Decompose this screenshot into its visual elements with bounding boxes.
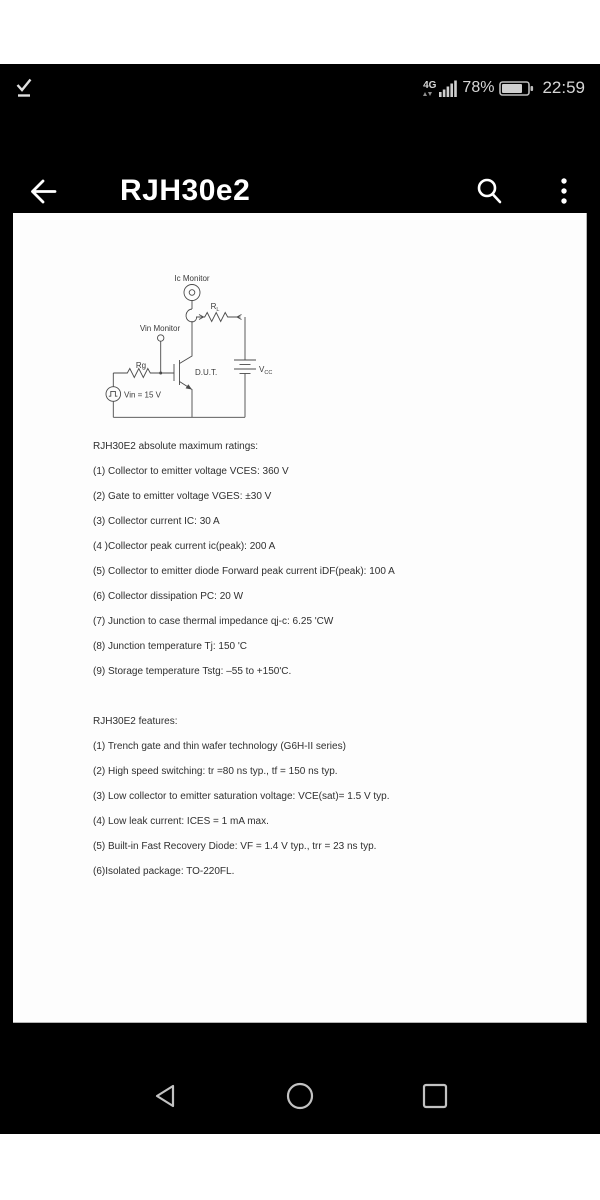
test-circuit-diagram (100, 262, 285, 424)
signal-strength-icon (439, 80, 457, 97)
vcc-label: $V_{CC}$ (259, 365, 273, 376)
page-title: RJH30e2 (120, 174, 251, 207)
battery-percent-label: 78% (462, 79, 495, 96)
emitter-arrow (186, 384, 192, 389)
dut-label: D.U.T. (195, 368, 218, 377)
nav-home-button[interactable] (286, 1082, 314, 1110)
vin-source-label: Vin = 15 V (124, 390, 161, 400)
rg-label: Rg (135, 361, 147, 370)
ratings-section (93, 434, 395, 684)
features-item: (1) Trench gate and thin wafer technology (G6H-II series) (93, 741, 346, 752)
ratings-item: (9) Storage temperature Tstg: –55 to +150'C. (93, 666, 292, 677)
ratings-title: RJH30E2 absolute maximum ratings: (93, 441, 259, 452)
pulse-source-symbol (106, 387, 121, 402)
back-arrow-icon (27, 176, 57, 206)
ratings-item: (4 )Collector peak current ic(peak): 200 A (93, 541, 276, 552)
features-title: RJH30E2 features: (93, 716, 178, 727)
ammeter-symbol (184, 285, 200, 301)
nav-recents-icon (422, 1082, 448, 1110)
document-text (93, 434, 395, 884)
clock-label: 22:59 (542, 78, 585, 97)
features-item: (2) High speed switching: tr =80 ns typ., tf = 150 ns typ. (93, 766, 338, 777)
ratings-item: (1) Collector to emitter voltage VCES: 360 V (93, 466, 289, 477)
battery-icon (499, 80, 534, 97)
ratings-item: (3) Collector current IC: 30 A (93, 516, 220, 527)
status-indicators (423, 78, 585, 98)
features-item: (6)Isolated package: TO-220FL. (93, 866, 235, 877)
nav-back-button[interactable] (152, 1082, 178, 1110)
ratings-item: (7) Junction to case thermal impedance qj-c: 6.25 'CW (93, 616, 334, 627)
network-type-label: 4G (423, 79, 437, 91)
ratings-item: (6) Collector dissipation PC: 20 W (93, 591, 244, 602)
nav-recents-button[interactable] (422, 1082, 448, 1110)
overflow-menu-button[interactable] (556, 176, 572, 206)
search-button[interactable] (474, 176, 504, 206)
ratings-item: (5) Collector to emitter diode Forward peak current iDF(peak): 100 A (93, 566, 395, 577)
features-item: (4) Low leak current: ICES = 1 mA max. (93, 816, 269, 827)
network-activity-arrows-icon (423, 92, 432, 96)
current-probe-loop (186, 309, 197, 322)
ic-monitor-label: Ic Monitor (174, 274, 210, 283)
ratings-item: (8) Junction temperature Tj: 150 'C (93, 641, 248, 652)
search-icon (474, 176, 504, 206)
document-page[interactable] (13, 213, 587, 1023)
nav-back-icon (152, 1082, 178, 1110)
status-bar (0, 64, 600, 112)
features-section (93, 709, 395, 884)
bottom-nav-bar (0, 1040, 600, 1134)
vin-monitor-terminal (158, 335, 164, 341)
phone-screen (0, 64, 600, 1134)
back-button[interactable] (27, 176, 57, 206)
download-complete-icon (15, 77, 33, 99)
features-item: (3) Low collector to emitter saturation voltage: VCE(sat)= 1.5 V typ. (93, 791, 390, 802)
network-type-indicator (423, 81, 436, 96)
nav-home-icon (286, 1082, 314, 1110)
rl-label: $R_L$ (210, 302, 220, 313)
features-item: (5) Built-in Fast Recovery Diode: VF = 1.4 V typ., trr = 23 ns typ. (93, 841, 377, 852)
ratings-item: (2) Gate to emitter voltage VGES: ±30 V (93, 491, 272, 502)
vin-monitor-label: Vin Monitor (139, 324, 181, 333)
overflow-menu-icon (556, 176, 572, 206)
